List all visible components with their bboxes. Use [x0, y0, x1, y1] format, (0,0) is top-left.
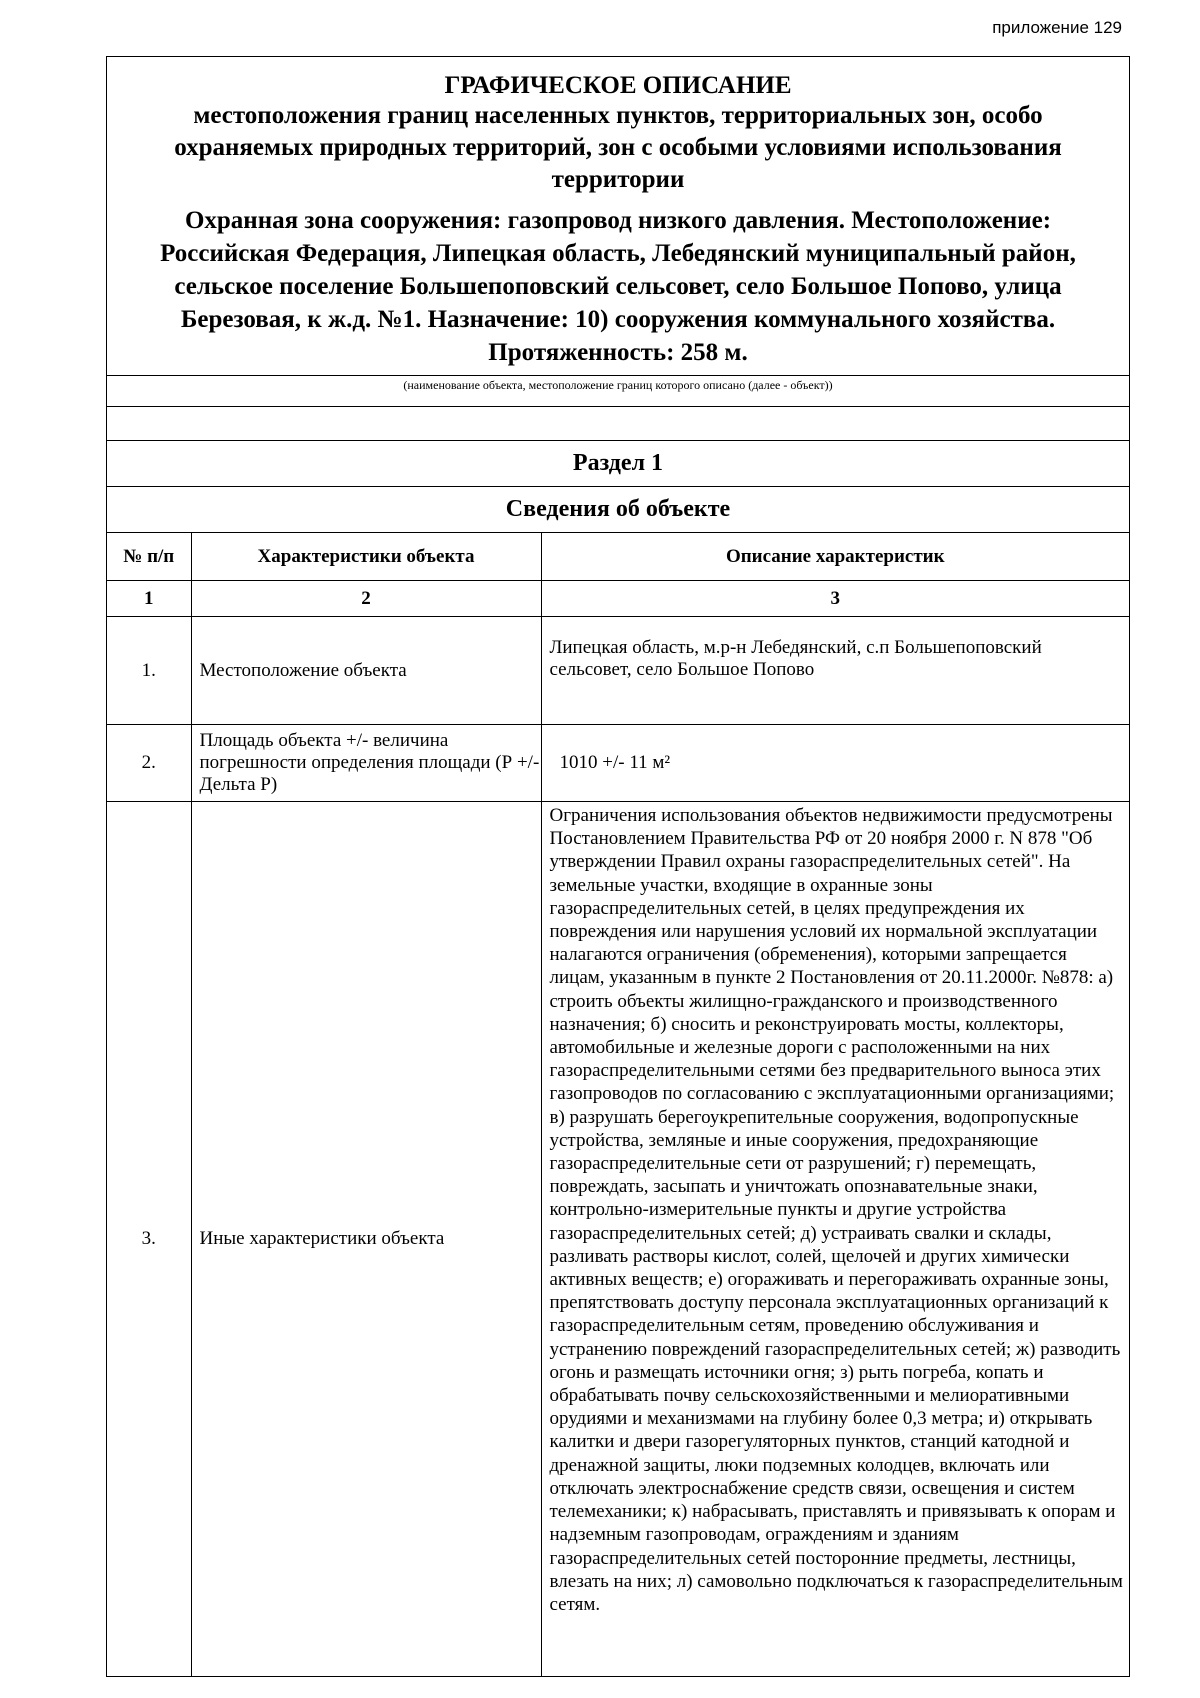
table-row	[107, 617, 1129, 725]
row-number: 3.	[107, 802, 191, 1677]
section-title: Раздел 1	[107, 440, 1129, 486]
column-number-2: 2	[191, 581, 541, 617]
column-header-number: № п/п	[107, 533, 191, 581]
column-number-3: 3	[541, 581, 1129, 617]
spacer-row	[107, 406, 1129, 440]
column-number-1: 1	[107, 581, 191, 617]
object-info-table	[107, 532, 1129, 1676]
document-subtitle: местоположения границ населенных пунктов, территориальных зон, особо охраняемых природных территорий, зон с особыми условиями использования территории	[174, 102, 1062, 193]
row-characteristic: Площадь объекта +/- величина погрешности определения площади (Р +/- Дельта Р)	[191, 725, 541, 802]
document-header	[107, 57, 1129, 375]
document-frame	[106, 56, 1130, 1677]
document-title: ГРАФИЧЕСКОЕ ОПИСАНИЕ	[444, 72, 792, 99]
column-header-characteristic: Характеристики объекта	[191, 533, 541, 581]
table-row	[107, 725, 1129, 802]
object-caption: (наименование объекта, местоположение границ которого описано (далее - объект))	[107, 375, 1129, 406]
table-numbering-row	[107, 581, 1129, 617]
row-characteristic: Местоположение объекта	[191, 617, 541, 725]
row-description: 1010 +/- 11 м²	[541, 725, 1129, 802]
row-characteristic: Иные характеристики объекта	[191, 802, 541, 1677]
row-description: Ограничения использования объектов недвижимости предусмотрены Постановлением Правительства РФ от 20 ноября 2000 г. N 878 "Об утверждении Правил охраны газораспределительных сетей". На земельные участки, входящие в охранные зоны газораспределительных сетей, в целях предупреждения их повреждения или нарушения условий их нормальной эксплуатации налагаются ограничения (обременения), которыми запрещается лицам, указанным в пункте 2 Постановления от 20.11.2000г. №878: а) строить объекты жилищно-гражданского и производственного назначения; б) сносить и реконструировать мосты, коллекторы, автомобильные и железные дороги с расположенными на них газораспределительными сетями без предварительного выноса этих газопроводов по согласованию с эксплуатационными организациями; в) разрушать берегоукрепительные сооружения, водопропускные устройства, земляные и иные сооружения, предохраняющие газораспределительные сети от разрушений; г) перемещать, повреждать, засыпать и уничтожать опознавательные знаки, контрольно-измерительные пункты и другие устройства газораспределительных сетей; д) устраивать свалки и склады, разливать растворы кислот, солей, щелочей и других химически активных веществ; е) огораживать и перегораживать охранные зоны, препятствовать доступу персонала эксплуатационных организаций к газораспределительным сетям, проведению обслуживания и устранению повреждений газораспределительных сетей; ж) разводить огонь и размещать источники огня; з) рыть погреба, копать и обрабатывать почву сельскохозяйственными и мелиоративными орудиями и механизмами на глубину более 0,3 метра; и) открывать калитки и двери газорегуляторных пунктов, станций катодной и дренажной защиты, люки подземных колодцев, включать или отключать электроснабжение средств связи, освещения и систем телемеханики; к) набрасывать, приставлять и привязывать к опорам и надземным газопроводам, ограждениям и зданиям газораспределительных сетей посторонние предметы, лестницы, влезать на них; л) самовольно подключаться к газораспределительным сетям.	[541, 802, 1129, 1677]
row-number: 2.	[107, 725, 191, 802]
section-subtitle: Сведения об объекте	[107, 486, 1129, 532]
row-description: Липецкая область, м.р-н Лебедянский, с.п Большепоповский сельсовет, село Большое Попово	[541, 617, 1129, 725]
table-row	[107, 802, 1129, 1677]
row-number: 1.	[107, 617, 191, 725]
column-header-description: Описание характеристик	[541, 533, 1129, 581]
table-header-row	[107, 533, 1129, 581]
appendix-label: приложение 129	[992, 18, 1122, 37]
object-description: Охранная зона сооружения: газопровод низкого давления. Местоположение: Российская Федерация, Липецкая область, Лебедянский муниципальный район, сельское поселение Большепоповский сельсовет, село Большое Попово, улица Березовая, к ж.д. №1. Назначение: 10) сооружения коммунального хозяйства. Протяженность: 258 м.	[160, 207, 1076, 366]
